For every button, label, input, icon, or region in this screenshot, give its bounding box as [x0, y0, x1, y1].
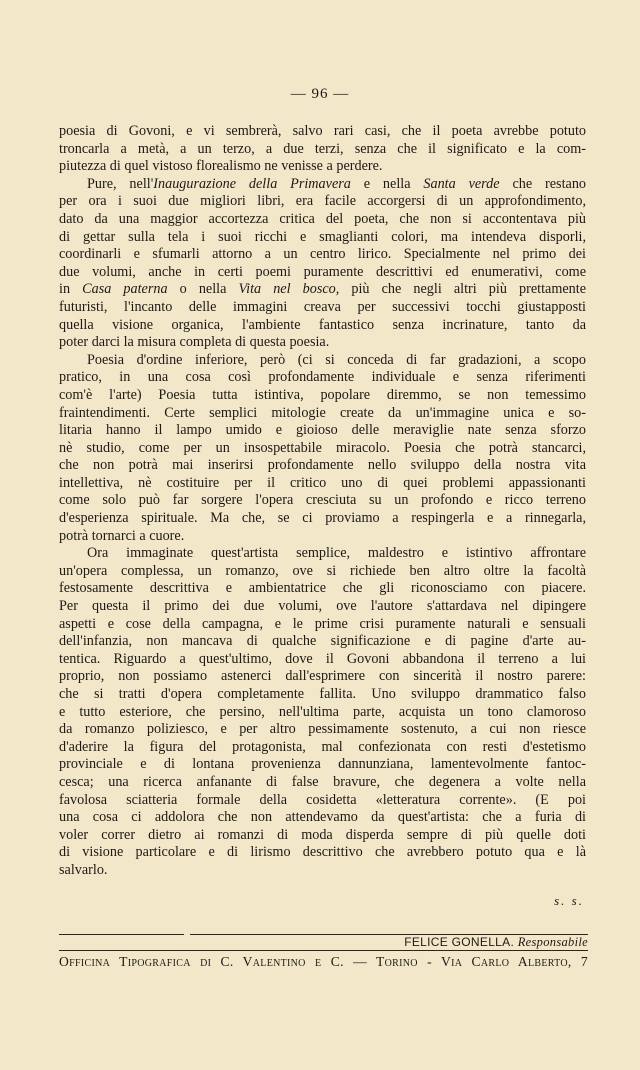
- responsible-role: Responsabile: [517, 935, 588, 949]
- text-line: d'esperienza spirituale. Ma che, se ci proviamo a respingerla e a rinnegarla,: [59, 510, 586, 527]
- text-line: aspetti e cose della campagna, e le prime crisi puramente naturali e sensuali: [59, 615, 586, 632]
- text-line: poter darci la misura completa di questa poesia.: [59, 334, 330, 351]
- text-line: voler correr dietro ai romanzi di moda disperda sempre di più quelle doti: [59, 826, 586, 843]
- text-line: di gettar sulla tela i suoi ricchi e smaglianti colori, ma intendeva disporli,: [59, 228, 586, 245]
- text-line: fraintendimenti. Certe semplici mitologie create da un'immagine unica e so-: [59, 404, 586, 421]
- text-line: in Casa paterna o nella Vita nel bosco, più che negli altri più prettamente: [59, 281, 586, 298]
- responsible-editor: [404, 935, 588, 950]
- text-line: cesca; una ricerca anfanante di false bravure, che degenera a volte nella: [59, 773, 586, 790]
- page-number: — 96 —: [290, 86, 350, 102]
- text-line: che non potrà mai inserirsi profondamente nello sviluppo della nostra vita: [59, 457, 586, 474]
- text-line: futuristi, l'incanto delle immagini creava per successivi tocchi giustapposti: [59, 298, 586, 315]
- text-line: come solo può far sorgere l'opera cresciuta su un profondo e ricco terreno: [59, 492, 586, 509]
- text-line: litaria hanno il lampo umido e gioioso delle meraviglie nate senza sforzo: [59, 422, 586, 439]
- text-line: una cosa ci addolora che non attendevamo da quest'artista: che a furia di: [59, 809, 586, 826]
- text-line: festosamente descrittiva e ambientatrice che gli riconosciamo con piacere.: [59, 580, 586, 597]
- body-text: [59, 123, 586, 880]
- text-line: provinciale e di lontana provenienza dannunziana, lamentevolmente fantoc-: [59, 756, 586, 773]
- text-line: troncarla a metà, a un terzo, a due terzi, senza che il significato e la com-: [59, 140, 586, 157]
- paragraph: [59, 123, 586, 176]
- text-line: dell'infanzia, non mancava di qualche significazione e di pagine d'arte au-: [59, 633, 586, 650]
- text-line: e tutto esteriore, che persino, nell'ultima parte, acquista un tono clamoroso: [59, 703, 586, 720]
- responsible-name: FELICE GONELLA.: [404, 935, 515, 949]
- paragraph: [59, 545, 586, 879]
- text-line: intellettiva, nè costituire per il critico uno di quei problemi appassionanti: [59, 474, 586, 491]
- text-line: da romanzo poliziesco, e per altro pessimamente sostenuto, a cui non riesce: [59, 721, 586, 738]
- paragraph: [59, 352, 586, 546]
- text-line: Ora immaginate quest'artista semplice, maldestro e istintivo affrontare: [87, 545, 586, 562]
- text-line: favolosa sciatteria formale della cosidetta «letteratura corrente». (E poi: [59, 791, 586, 808]
- text-line: Pure, nell'Inaugurazione della Primavera e nella Santa verde che restano: [87, 175, 586, 192]
- text-line: com'è l'arte) Poesia tutta istintiva, popolare diremmo, se non temessimo: [59, 386, 586, 403]
- divider-rule-full: [59, 950, 588, 951]
- text-line: un'opera complessa, un romanzo, ove si richiede ben altro oltre la facoltà: [59, 562, 586, 579]
- text-line: dato da una maggior accortezza critica del poeta, che non si accontentava più: [59, 210, 586, 227]
- text-line: Poesia d'ordine inferiore, però (ci si conceda di far gradazioni, a scopo: [87, 351, 586, 368]
- text-line: proprio, non possiamo astenerci dall'esprimere con sincerità il nostro parere:: [59, 668, 586, 685]
- text-line: coordinarli e sfumarli attorno a un centro lirico. Specialmente nel primo dei: [59, 246, 586, 263]
- text-line: due volumi, anche in certi poemi puramente descrittivi ed enumerativi, come: [59, 263, 586, 280]
- text-line: quella visione organica, l'ambiente fantastico senza incrinature, tanto da: [59, 316, 586, 333]
- text-line: tentica. Riguardo a quest'ultimo, dove il Govoni abbandona il terreno a lui: [59, 650, 586, 667]
- text-line: potrà tornarci a cuore.: [59, 527, 185, 544]
- divider-rule-left: [59, 934, 184, 935]
- text-line: pratico, in una cosa così profondamente individuale e senza riferimenti: [59, 369, 586, 386]
- paragraph: [59, 176, 586, 352]
- text-line: nè studio, come per un insospettabile miracolo. Poesia che potrà stancarci,: [59, 439, 586, 456]
- text-line: che si tratti d'opera completamente fallita. Uno sviluppo drammatico falso: [59, 686, 586, 702]
- text-line: di visione particolare e di lirismo descrittivo che avrebbero potuto qua e là: [59, 844, 586, 861]
- text-line: piutezza di quel vistoso florealismo ne venisse a perdere.: [59, 158, 383, 175]
- author-initials: s. s.: [554, 893, 584, 908]
- text-line: per ora i suoi due migliori libri, era facile accorgersi di un approfondimento,: [59, 193, 586, 210]
- text-line: poesia di Govoni, e vi sembrerà, salvo rari casi, che il poeta avrebbe potuto: [59, 123, 586, 139]
- text-line: salvarlo.: [59, 861, 108, 878]
- printer-imprint: Officina Tipografica di C. Valentino e C. — Torino - Via Carlo Alberto, 7: [59, 954, 588, 969]
- text-line: Per questa il primo dei due volumi, ove l'autore s'attardava nel dipingere: [59, 598, 586, 615]
- text-line: d'aderire la figura del protagonista, mal confezionata con resti d'estetismo: [59, 738, 586, 755]
